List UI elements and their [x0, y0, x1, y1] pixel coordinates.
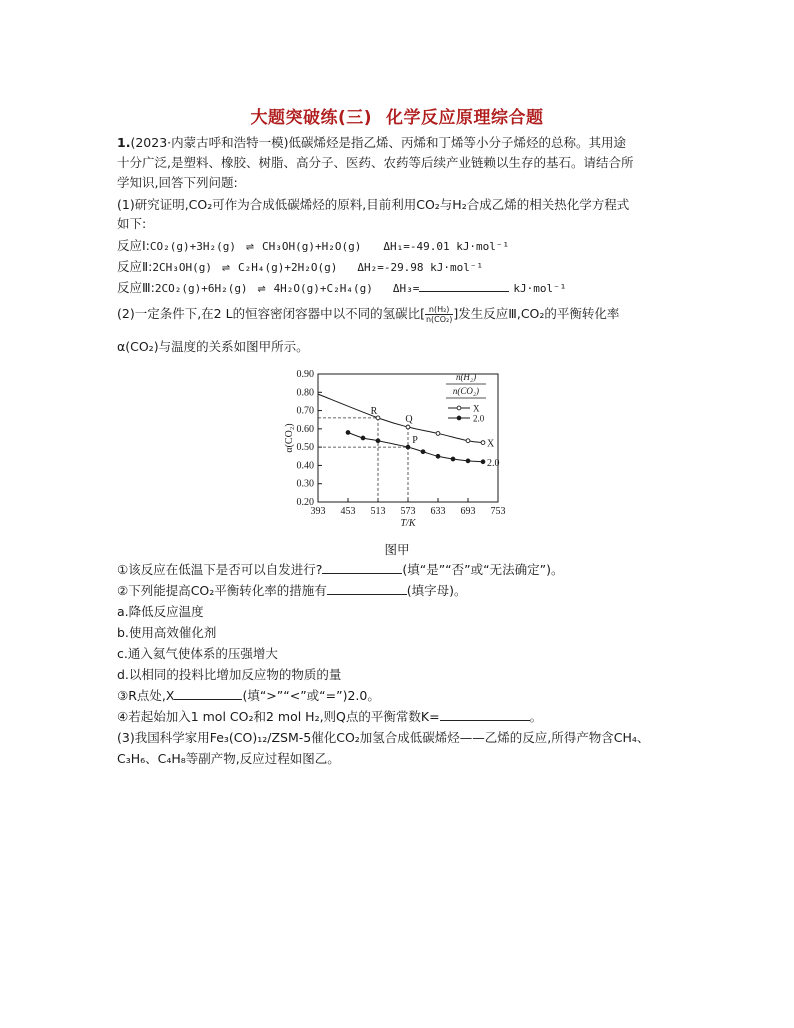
- data-point: [481, 460, 485, 464]
- equilibrium-arrow-icon: ⇌: [257, 284, 264, 295]
- part1-line-2: 如下:: [117, 216, 147, 231]
- title-main: 大题突破练(三): [250, 108, 373, 128]
- reaction-3-left: 2CO₂(g)+6H₂(g): [154, 282, 248, 295]
- answer-blank-4[interactable]: [440, 708, 530, 721]
- x-tick-label: 693: [460, 506, 476, 517]
- reaction-3-enthalpy: ΔH₃=: [392, 282, 420, 295]
- data-point: [376, 439, 380, 443]
- legend-entry-label: 2.0: [473, 413, 485, 424]
- sub-question-4-text: ④若起始加入1 mol CO₂和2 mol H₂,则Q点的平衡常数K=: [117, 709, 440, 724]
- data-point: [436, 454, 440, 458]
- reaction-2-right: C₂H₄(g)+2H₂O(g): [237, 261, 338, 274]
- y-tick-label: 0.20: [296, 497, 314, 508]
- page-title: [0, 103, 794, 128]
- option-b: b.使用高效催化剂: [117, 625, 217, 640]
- y-tick-label: 0.90: [296, 369, 314, 380]
- part1-line-1: (1)研究证明,CO₂可作为合成低碳烯烃的原料,目前利用CO₂与H₂合成乙烯的相关热化学方程式: [117, 197, 630, 212]
- y-tick-label: 0.50: [296, 442, 314, 454]
- reaction-1: [117, 237, 509, 257]
- sub-question-3-tail: (填“>”“<”或“=”)2.0。: [242, 688, 380, 703]
- answer-blank-3[interactable]: [174, 687, 242, 700]
- reaction-2-left: 2CH₃OH(g): [152, 261, 212, 274]
- part2-text-b: ]发生反应Ⅲ,CO₂的平衡转化率: [453, 306, 620, 321]
- legend-title-numerator: n(H₂): [455, 372, 477, 382]
- data-point: [346, 431, 350, 435]
- fraction-numerator: n(H₂): [425, 305, 453, 315]
- sub-question-4: [117, 708, 542, 726]
- option-d: d.以相同的投料比增加反应物的物质的量: [117, 667, 342, 682]
- y-tick-label: 0.30: [296, 478, 314, 490]
- data-point: [361, 436, 365, 440]
- equilibrium-arrow-icon: ⇌: [221, 263, 229, 274]
- series-end-label: X: [487, 438, 495, 450]
- sub-question-2-tail: (填字母)。: [406, 583, 467, 598]
- sub-question-2-text: ②下列能提高CO₂平衡转化率的措施有: [117, 583, 327, 598]
- legend-title-denominator: n(CO₂): [452, 386, 480, 396]
- reaction-1-enthalpy: ΔH₁=-49.01 kJ·mol⁻¹: [383, 240, 510, 253]
- option-c: c.通入氦气使体系的压强增大: [117, 646, 278, 661]
- y-tick-label: 0.80: [296, 387, 314, 399]
- option-a: a.降低反应温度: [117, 604, 204, 619]
- x-tick-label: 753: [490, 506, 506, 517]
- sub-question-1: [117, 561, 563, 579]
- y-axis-label: α(CO₂): [284, 423, 295, 453]
- chart-svg: [280, 362, 520, 532]
- reaction-2-enthalpy: ΔH₂=-29.98 kJ·mol⁻¹: [357, 261, 484, 274]
- reaction-3: [117, 279, 566, 299]
- reaction-3-right: 4H₂O(g)+C₂H₄(g): [273, 282, 373, 295]
- intro-text-1: (2023·内蒙古呼和浩特一模)低碳烯烃是指乙烯、丙烯和丁烯等小分子烯烃的总称。其用途: [130, 135, 626, 150]
- reaction-1-right: CH₃OH(g)+H₂O(g): [262, 240, 362, 253]
- x-tick-label: 453: [340, 506, 356, 517]
- y-tick-label: 0.60: [296, 423, 314, 435]
- sub-question-1-tail: (填“是”“否”或“无法确定”)。: [402, 562, 564, 577]
- x-tick-label: 633: [430, 506, 446, 517]
- data-point: [406, 445, 410, 449]
- equilibrium-arrow-icon: ⇌: [245, 242, 253, 253]
- intro-line-2: 十分广泛,是塑料、橡胶、树脂、高分子、医药、农药等后续产业链赖以生存的基石。请结合所: [117, 155, 634, 170]
- part2-line-2: α(CO₂)与温度的关系如图甲所示。: [117, 339, 309, 354]
- sub-question-4-tail: 。: [529, 709, 543, 724]
- y-tick-label: 0.40: [296, 460, 314, 472]
- data-point: [421, 450, 425, 454]
- question-number: 1.: [117, 135, 131, 150]
- y-tick-label: 0.70: [296, 405, 314, 417]
- data-point: [436, 432, 440, 436]
- reaction-2-label: 反应Ⅱ:: [117, 259, 153, 274]
- sub-question-3: [117, 687, 380, 705]
- x-axis-label: T/K: [400, 518, 416, 529]
- data-point: [466, 459, 470, 463]
- intro-line-3: 学知识,回答下列问题:: [117, 175, 238, 190]
- point-label-p: P: [412, 435, 418, 447]
- title-sub: 化学反应原理综合题: [386, 108, 544, 128]
- data-point: [451, 457, 455, 461]
- legend-marker: [457, 406, 461, 410]
- x-tick-label: 393: [310, 506, 326, 517]
- reaction-1-label: 反应Ⅰ:: [117, 238, 150, 253]
- reaction-1-left: CO₂(g)+3H₂(g): [149, 240, 236, 253]
- answer-blank-2[interactable]: [327, 582, 407, 595]
- hydrogen-carbon-ratio-fraction: [425, 305, 453, 324]
- reaction-3-label: 反应Ⅲ:: [117, 280, 155, 295]
- figure-jia-chart: [280, 362, 520, 532]
- sub-question-3-text: ③R点处,X: [117, 688, 175, 703]
- data-point: [406, 425, 410, 429]
- answer-blank-1[interactable]: [322, 561, 402, 574]
- fraction-denominator: n(CO₂): [425, 315, 453, 324]
- reaction-2: [117, 258, 483, 278]
- sub-question-1-text: ①该反应在低温下是否可以自发进行?: [117, 562, 323, 577]
- part3-line-2: C₃H₆、C₄H₈等副产物,反应过程如图乙。: [117, 751, 340, 766]
- part2-text-a: (2)一定条件下,在2 L的恒容密闭容器中以不同的氢碳比[: [117, 306, 425, 321]
- part2-line-1: [117, 305, 619, 324]
- series-end-label: 2.0: [487, 457, 500, 469]
- sub-question-2: [117, 582, 467, 600]
- x-tick-label: 513: [370, 506, 386, 517]
- data-point: [466, 439, 470, 443]
- reaction-3-unit: kJ·mol⁻¹: [513, 282, 567, 295]
- point-label-q: Q: [405, 414, 413, 426]
- point-label-r: R: [370, 405, 378, 417]
- legend-marker: [457, 416, 461, 420]
- answer-blank-dh3[interactable]: [419, 279, 509, 292]
- figure-caption: 图甲: [384, 542, 410, 557]
- legend-entry-label: X: [473, 403, 480, 414]
- intro-line-1: [117, 134, 626, 152]
- data-point: [481, 441, 485, 445]
- x-tick-label: 573: [400, 506, 416, 517]
- part3-line-1: (3)我国科学家用Fe₃(CO)₁₂/ZSM-5催化CO₂加氢合成低碳烯烃——乙烯的反应,所得产物含CH₄、: [117, 730, 650, 745]
